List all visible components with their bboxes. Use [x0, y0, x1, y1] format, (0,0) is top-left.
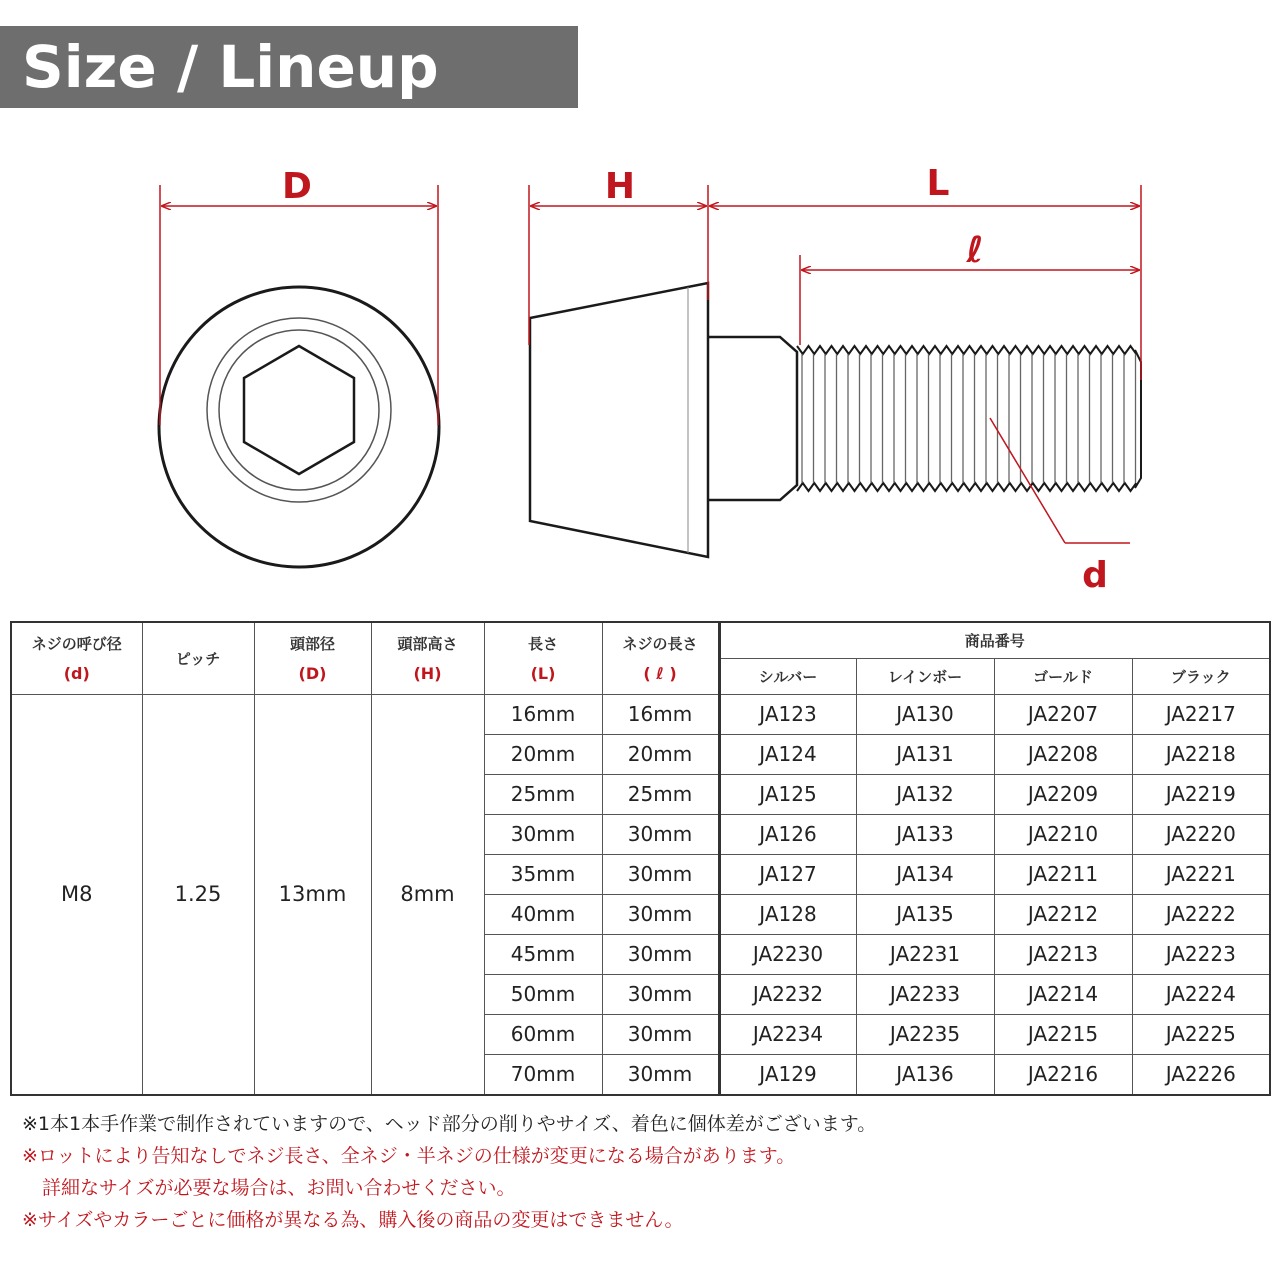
hex-socket-icon [244, 346, 354, 474]
dim-label-thread-length: ℓ [966, 230, 984, 271]
dim-label-D: D [282, 166, 312, 207]
cell-length: 35mm [484, 854, 602, 894]
cell-length: 50mm [484, 974, 602, 1014]
cell-product-code: JA2223 [1132, 934, 1270, 974]
header-product-number: 商品番号 [719, 622, 1270, 658]
cell-product-code: JA2219 [1132, 774, 1270, 814]
cell-thread-length: 16mm [602, 694, 719, 734]
cell-length: 20mm [484, 734, 602, 774]
dim-label-H: H [604, 166, 636, 207]
dim-label-L: L [926, 163, 950, 204]
spec-table [10, 621, 1271, 1096]
cell-product-code: JA2233 [856, 974, 994, 1014]
cell-length: 60mm [484, 1014, 602, 1054]
cell-product-code: JA131 [856, 734, 994, 774]
thread-section [797, 346, 1141, 491]
cell-product-code: JA126 [719, 814, 856, 854]
cell-product-code: JA128 [719, 894, 856, 934]
header-thread-length: ネジの長さ ( ℓ ) [602, 622, 719, 694]
cell-thread-length: 25mm [602, 774, 719, 814]
cell-product-code: JA2217 [1132, 694, 1270, 734]
cell-length: 25mm [484, 774, 602, 814]
dimension-thread-length [800, 230, 1139, 345]
cell-product-code: JA2207 [994, 694, 1132, 734]
cell-product-code: JA127 [719, 854, 856, 894]
cell-product-code: JA2232 [719, 974, 856, 1014]
cell-product-code: JA2218 [1132, 734, 1270, 774]
cell-product-code: JA2221 [1132, 854, 1270, 894]
cell-length: 45mm [484, 934, 602, 974]
cell-head-height: 8mm [371, 694, 484, 1095]
cell-thread-length: 20mm [602, 734, 719, 774]
header-nominal: ネジの呼び径 (d) [11, 622, 142, 694]
dimension-H [529, 166, 708, 345]
cell-thread-length: 30mm [602, 934, 719, 974]
cell-product-code: JA2209 [994, 774, 1132, 814]
cell-nominal: M8 [11, 694, 142, 1095]
cell-product-code: JA133 [856, 814, 994, 854]
cell-product-code: JA2225 [1132, 1014, 1270, 1054]
cell-pitch: 1.25 [142, 694, 254, 1095]
cell-length: 16mm [484, 694, 602, 734]
bolt-dimension-drawing [0, 0, 1280, 610]
cell-product-code: JA134 [856, 854, 994, 894]
cell-product-code: JA2210 [994, 814, 1132, 854]
cell-product-code: JA129 [719, 1054, 856, 1095]
spec-table-body [11, 694, 1270, 1095]
cell-product-code: JA2213 [994, 934, 1132, 974]
header-head-diameter: 頭部径 (D) [254, 622, 371, 694]
cell-product-code: JA2214 [994, 974, 1132, 1014]
bolt-head-top-view [159, 287, 439, 567]
note-contact: 詳細なサイズが必要な場合は、お問い合わせください。 [42, 1177, 516, 1199]
cell-product-code: JA132 [856, 774, 994, 814]
cell-product-code: JA2231 [856, 934, 994, 974]
page-title: Size / Lineup [22, 33, 439, 101]
header-color-gold: ゴールド [994, 658, 1132, 694]
table-row [11, 694, 1270, 734]
header-color-black: ブラック [1132, 658, 1270, 694]
cell-product-code: JA2234 [719, 1014, 856, 1054]
notes [22, 1108, 1262, 1236]
cell-product-code: JA2220 [1132, 814, 1270, 854]
cell-product-code: JA136 [856, 1054, 994, 1095]
cell-thread-length: 30mm [602, 1054, 719, 1095]
cell-length: 70mm [484, 1054, 602, 1095]
header-color-silver: シルバー [719, 658, 856, 694]
dim-label-d: d [1082, 555, 1108, 596]
cell-product-code: JA2235 [856, 1014, 994, 1054]
cell-thread-length: 30mm [602, 814, 719, 854]
dimension-d [990, 418, 1130, 596]
cell-product-code: JA130 [856, 694, 994, 734]
cell-product-code: JA125 [719, 774, 856, 814]
cell-product-code: JA2224 [1132, 974, 1270, 1014]
cell-product-code: JA2230 [719, 934, 856, 974]
cell-product-code: JA2211 [994, 854, 1132, 894]
header-color-rainbow: レインボー [856, 658, 994, 694]
dimension-D [160, 166, 438, 425]
cell-product-code: JA2226 [1132, 1054, 1270, 1095]
note-no-exchange: ※サイズやカラーごとに価格が異なる為、購入後の商品の変更はできません。 [22, 1209, 684, 1231]
cell-length: 40mm [484, 894, 602, 934]
cell-product-code: JA124 [719, 734, 856, 774]
cell-product-code: JA2222 [1132, 894, 1270, 934]
header-head-height: 頭部高さ (H) [371, 622, 484, 694]
cell-product-code: JA2208 [994, 734, 1132, 774]
header-pitch: ピッチ [142, 622, 254, 694]
cell-product-code: JA2212 [994, 894, 1132, 934]
cell-product-code: JA123 [719, 694, 856, 734]
cell-product-code: JA2216 [994, 1054, 1132, 1095]
cell-thread-length: 30mm [602, 894, 719, 934]
note-lot-change: ※ロットにより告知なしでネジ長さ、全ネジ・半ネジの仕様が変更になる場合があります。 [22, 1145, 796, 1167]
cell-length: 30mm [484, 814, 602, 854]
note-handmade: ※1本1本手作業で制作されていますので、ヘッド部分の削りやサイズ、着色に個体差がございます。 [22, 1113, 877, 1135]
header-length: 長さ (L) [484, 622, 602, 694]
cell-head-diameter: 13mm [254, 694, 371, 1095]
cell-thread-length: 30mm [602, 1014, 719, 1054]
cell-thread-length: 30mm [602, 974, 719, 1014]
cell-product-code: JA2215 [994, 1014, 1132, 1054]
cell-product-code: JA135 [856, 894, 994, 934]
cell-thread-length: 30mm [602, 854, 719, 894]
